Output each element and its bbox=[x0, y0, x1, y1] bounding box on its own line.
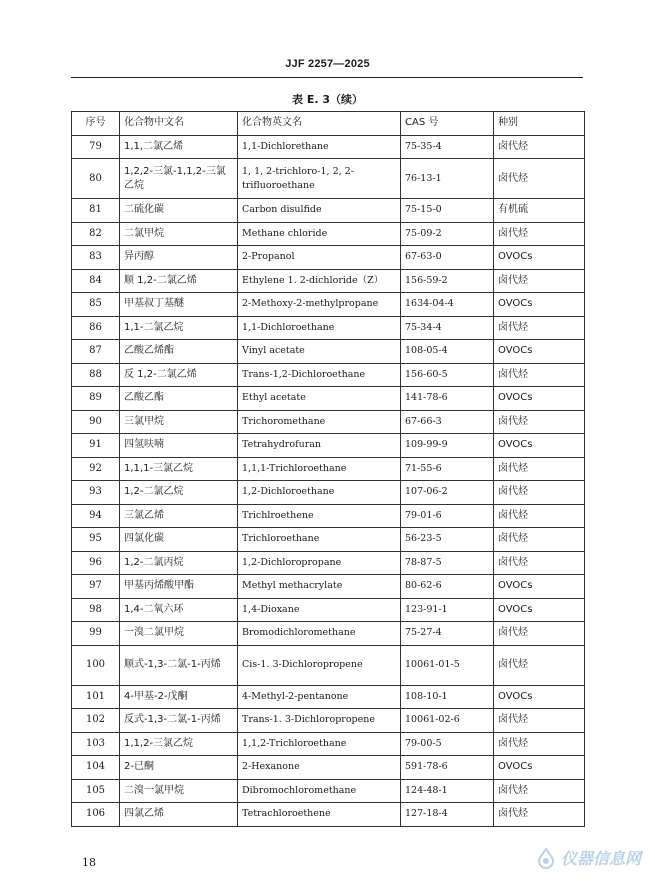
cell-category: OVOCs bbox=[494, 575, 585, 599]
page-number: 18 bbox=[82, 856, 96, 869]
cell-chinese-name: 1,2-二氯丙烷 bbox=[120, 551, 238, 575]
cell-english-name: 1,1,1-Trichloroethane bbox=[238, 457, 401, 481]
cell-chinese-name: 三氯甲烷 bbox=[120, 410, 238, 434]
cell-category: OVOCs bbox=[494, 598, 585, 622]
cell-index: 83 bbox=[72, 246, 120, 270]
cell-english-name: Methane chloride bbox=[238, 222, 401, 246]
cell-english-name: Carbon disulfide bbox=[238, 199, 401, 223]
cell-cas: 123-91-1 bbox=[401, 598, 494, 622]
table-row bbox=[72, 575, 585, 599]
cell-index: 103 bbox=[72, 732, 120, 756]
cell-english-name: Trichoromethane bbox=[238, 410, 401, 434]
table-row bbox=[72, 481, 585, 505]
cell-english-name: 1,1,2-Trichloroethane bbox=[238, 732, 401, 756]
cell-chinese-name: 异丙醇 bbox=[120, 246, 238, 270]
cell-category: 有机硫 bbox=[494, 199, 585, 223]
cell-category: 卤代烃 bbox=[494, 645, 585, 685]
cell-index: 95 bbox=[72, 528, 120, 552]
table-row bbox=[72, 645, 585, 685]
table-row bbox=[72, 135, 585, 159]
cell-cas: 141-78-6 bbox=[401, 387, 494, 411]
cell-english-name: Trans-1,2-Dichloroethane bbox=[238, 363, 401, 387]
cell-index: 81 bbox=[72, 199, 120, 223]
cell-cas: 107-06-2 bbox=[401, 481, 494, 505]
table-row bbox=[72, 199, 585, 223]
cell-cas: 75-09-2 bbox=[401, 222, 494, 246]
cell-index: 91 bbox=[72, 434, 120, 458]
cell-chinese-name: 1,1,1-三氯乙烷 bbox=[120, 457, 238, 481]
cell-chinese-name: 四氢呋喃 bbox=[120, 434, 238, 458]
cell-index: 99 bbox=[72, 622, 120, 646]
cell-cas: 156-59-2 bbox=[401, 269, 494, 293]
cell-index: 92 bbox=[72, 457, 120, 481]
compound-table bbox=[71, 111, 585, 827]
cell-category: OVOCs bbox=[494, 434, 585, 458]
cell-index: 82 bbox=[72, 222, 120, 246]
cell-chinese-name: 乙酸乙烯酯 bbox=[120, 340, 238, 364]
cell-category: 卤代烃 bbox=[494, 504, 585, 528]
table-row bbox=[72, 222, 585, 246]
cell-category: OVOCs bbox=[494, 685, 585, 709]
table-row bbox=[72, 732, 585, 756]
cell-cas: 108-10-1 bbox=[401, 685, 494, 709]
table-row bbox=[72, 685, 585, 709]
cell-index: 87 bbox=[72, 340, 120, 364]
cell-english-name: 1,2-Dichloropropane bbox=[238, 551, 401, 575]
table-row bbox=[72, 457, 585, 481]
cell-cas: 56-23-5 bbox=[401, 528, 494, 552]
cell-english-name: Methyl methacrylate bbox=[238, 575, 401, 599]
cell-cas: 71-55-6 bbox=[401, 457, 494, 481]
cell-english-name: Ethylene 1. 2-dichloride（Z） bbox=[238, 269, 401, 293]
cell-index: 80 bbox=[72, 159, 120, 199]
cell-cas: 75-35-4 bbox=[401, 135, 494, 159]
cell-category: 卤代烃 bbox=[494, 363, 585, 387]
watermark-text: 仪器信息网 bbox=[560, 849, 641, 868]
cell-chinese-name: 4-甲基-2-戊酮 bbox=[120, 685, 238, 709]
cell-index: 90 bbox=[72, 410, 120, 434]
cell-chinese-name: 一溴二氯甲烷 bbox=[120, 622, 238, 646]
cell-chinese-name: 反 1,2-二氯乙烯 bbox=[120, 363, 238, 387]
cell-english-name: Trans-1. 3-Dichloropropene bbox=[238, 709, 401, 733]
cell-chinese-name: 反式-1,3-二氯-1-丙烯 bbox=[120, 709, 238, 733]
table-row bbox=[72, 551, 585, 575]
table-caption: 表 E. 3（续） bbox=[291, 93, 363, 106]
cell-category: OVOCs bbox=[494, 756, 585, 780]
cell-category: 卤代烃 bbox=[494, 135, 585, 159]
table-row bbox=[72, 410, 585, 434]
cell-index: 88 bbox=[72, 363, 120, 387]
cell-index: 89 bbox=[72, 387, 120, 411]
cell-chinese-name: 2-已酮 bbox=[120, 756, 238, 780]
cell-chinese-name: 1,1,二氯乙烯 bbox=[120, 135, 238, 159]
cell-chinese-name: 三氯乙烯 bbox=[120, 504, 238, 528]
cell-chinese-name: 乙酸乙酯 bbox=[120, 387, 238, 411]
cell-category: 卤代烃 bbox=[494, 622, 585, 646]
cell-index: 106 bbox=[72, 803, 120, 827]
cell-chinese-name: 顺式-1,3-二氯-1-丙烯 bbox=[120, 645, 238, 685]
cell-english-name: Tetrachloroethene bbox=[238, 803, 401, 827]
cell-cas: 79-01-6 bbox=[401, 504, 494, 528]
table-row bbox=[72, 246, 585, 270]
col-header-chinese-name: 化合物中文名 bbox=[120, 112, 238, 136]
cell-index: 102 bbox=[72, 709, 120, 733]
col-header-category: 种别 bbox=[494, 112, 585, 136]
cell-chinese-name: 甲基叔丁基醚 bbox=[120, 293, 238, 317]
cell-cas: 78-87-5 bbox=[401, 551, 494, 575]
cell-cas: 75-15-0 bbox=[401, 199, 494, 223]
cell-index: 85 bbox=[72, 293, 120, 317]
cell-chinese-name: 顺 1,2-二氯乙烯 bbox=[120, 269, 238, 293]
cell-category: 卤代烃 bbox=[494, 709, 585, 733]
cell-cas: 10061-02-6 bbox=[401, 709, 494, 733]
cell-chinese-name: 甲基丙烯酸甲酯 bbox=[120, 575, 238, 599]
cell-cas: 75-27-4 bbox=[401, 622, 494, 646]
cell-english-name: 1,4-Dioxane bbox=[238, 598, 401, 622]
cell-index: 105 bbox=[72, 779, 120, 803]
col-header-english-name: 化合物英文名 bbox=[238, 112, 401, 136]
cell-category: 卤代烃 bbox=[494, 222, 585, 246]
cell-index: 96 bbox=[72, 551, 120, 575]
cell-cas: 75-34-4 bbox=[401, 316, 494, 340]
cell-cas: 127-18-4 bbox=[401, 803, 494, 827]
table-row bbox=[72, 293, 585, 317]
cell-english-name: 2-Methoxy-2-methylpropane bbox=[238, 293, 401, 317]
table-header-row bbox=[72, 112, 585, 136]
table-row bbox=[72, 598, 585, 622]
table-row bbox=[72, 528, 585, 552]
cell-english-name: 1,2-Dichloroethane bbox=[238, 481, 401, 505]
cell-category: 卤代烃 bbox=[494, 779, 585, 803]
cell-category: OVOCs bbox=[494, 387, 585, 411]
droplet-logo-icon bbox=[535, 847, 557, 869]
cell-cas: 10061-01-5 bbox=[401, 645, 494, 685]
cell-index: 98 bbox=[72, 598, 120, 622]
table-row bbox=[72, 269, 585, 293]
cell-index: 84 bbox=[72, 269, 120, 293]
cell-category: OVOCs bbox=[494, 293, 585, 317]
table-row bbox=[72, 363, 585, 387]
cell-chinese-name: 四氯化碳 bbox=[120, 528, 238, 552]
cell-chinese-name: 1,2,2-三氯-1,1,2-三氯乙烷 bbox=[120, 159, 238, 199]
cell-chinese-name: 二溴一氯甲烷 bbox=[120, 779, 238, 803]
table-row bbox=[72, 709, 585, 733]
cell-category: 卤代烃 bbox=[494, 803, 585, 827]
cell-cas: 108-05-4 bbox=[401, 340, 494, 364]
table-row bbox=[72, 779, 585, 803]
table-row bbox=[72, 387, 585, 411]
cell-category: 卤代烃 bbox=[494, 269, 585, 293]
cell-cas: 76-13-1 bbox=[401, 159, 494, 199]
cell-category: 卤代烃 bbox=[494, 316, 585, 340]
cell-english-name: Bromodichloromethane bbox=[238, 622, 401, 646]
cell-cas: 156-60-5 bbox=[401, 363, 494, 387]
cell-category: 卤代烃 bbox=[494, 551, 585, 575]
cell-english-name: Vinyl acetate bbox=[238, 340, 401, 364]
cell-chinese-name: 1,4-二氧六环 bbox=[120, 598, 238, 622]
table-row bbox=[72, 803, 585, 827]
cell-chinese-name: 1,2-二氯乙烷 bbox=[120, 481, 238, 505]
standard-code-header: JJF 2257—2025 bbox=[285, 58, 370, 70]
cell-english-name: 1,1-Dichloroethane bbox=[238, 316, 401, 340]
cell-english-name: 2-Propanol bbox=[238, 246, 401, 270]
cell-english-name: Tetrahydrofuran bbox=[238, 434, 401, 458]
cell-chinese-name: 1,1-二氯乙烷 bbox=[120, 316, 238, 340]
cell-cas: 124-48-1 bbox=[401, 779, 494, 803]
cell-cas: 80-62-6 bbox=[401, 575, 494, 599]
cell-chinese-name: 二氯甲烷 bbox=[120, 222, 238, 246]
cell-cas: 1634-04-4 bbox=[401, 293, 494, 317]
header-rule bbox=[71, 77, 583, 78]
table-row bbox=[72, 159, 585, 199]
cell-cas: 109-99-9 bbox=[401, 434, 494, 458]
cell-category: 卤代烃 bbox=[494, 159, 585, 199]
cell-english-name: 1,1-Dichlorethane bbox=[238, 135, 401, 159]
cell-category: 卤代烃 bbox=[494, 732, 585, 756]
cell-chinese-name: 四氯乙烯 bbox=[120, 803, 238, 827]
col-header-cas: CAS 号 bbox=[401, 112, 494, 136]
cell-index: 94 bbox=[72, 504, 120, 528]
table-row bbox=[72, 504, 585, 528]
cell-cas: 67-66-3 bbox=[401, 410, 494, 434]
cell-index: 79 bbox=[72, 135, 120, 159]
table-row bbox=[72, 434, 585, 458]
cell-chinese-name: 二硫化碳 bbox=[120, 199, 238, 223]
cell-cas: 591-78-6 bbox=[401, 756, 494, 780]
cell-category: 卤代烃 bbox=[494, 481, 585, 505]
cell-index: 97 bbox=[72, 575, 120, 599]
cell-index: 101 bbox=[72, 685, 120, 709]
cell-english-name: Trichlroethene bbox=[238, 504, 401, 528]
cell-index: 86 bbox=[72, 316, 120, 340]
cell-english-name: Cis-1. 3-Dichloropropene bbox=[238, 645, 401, 685]
cell-cas: 79-00-5 bbox=[401, 732, 494, 756]
table-row bbox=[72, 316, 585, 340]
table-row bbox=[72, 340, 585, 364]
table-body bbox=[72, 135, 585, 826]
cell-index: 93 bbox=[72, 481, 120, 505]
cell-cas: 67-63-0 bbox=[401, 246, 494, 270]
cell-category: 卤代烃 bbox=[494, 457, 585, 481]
table-row bbox=[72, 756, 585, 780]
table-row bbox=[72, 622, 585, 646]
cell-english-name: 1, 1, 2-trichloro-1, 2, 2-trifluoroethane bbox=[238, 159, 401, 199]
cell-english-name: 2-Hexanone bbox=[238, 756, 401, 780]
watermark bbox=[535, 846, 641, 869]
cell-category: OVOCs bbox=[494, 246, 585, 270]
cell-index: 100 bbox=[72, 645, 120, 685]
cell-category: 卤代烃 bbox=[494, 528, 585, 552]
cell-category: 卤代烃 bbox=[494, 410, 585, 434]
cell-english-name: Trichloroethane bbox=[238, 528, 401, 552]
cell-english-name: Dibromochloromethane bbox=[238, 779, 401, 803]
cell-english-name: 4-Methyl-2-pentanone bbox=[238, 685, 401, 709]
cell-chinese-name: 1,1,2-三氯乙烷 bbox=[120, 732, 238, 756]
cell-english-name: Ethyl acetate bbox=[238, 387, 401, 411]
cell-category: OVOCs bbox=[494, 340, 585, 364]
cell-index: 104 bbox=[72, 756, 120, 780]
col-header-index: 序号 bbox=[72, 112, 120, 136]
